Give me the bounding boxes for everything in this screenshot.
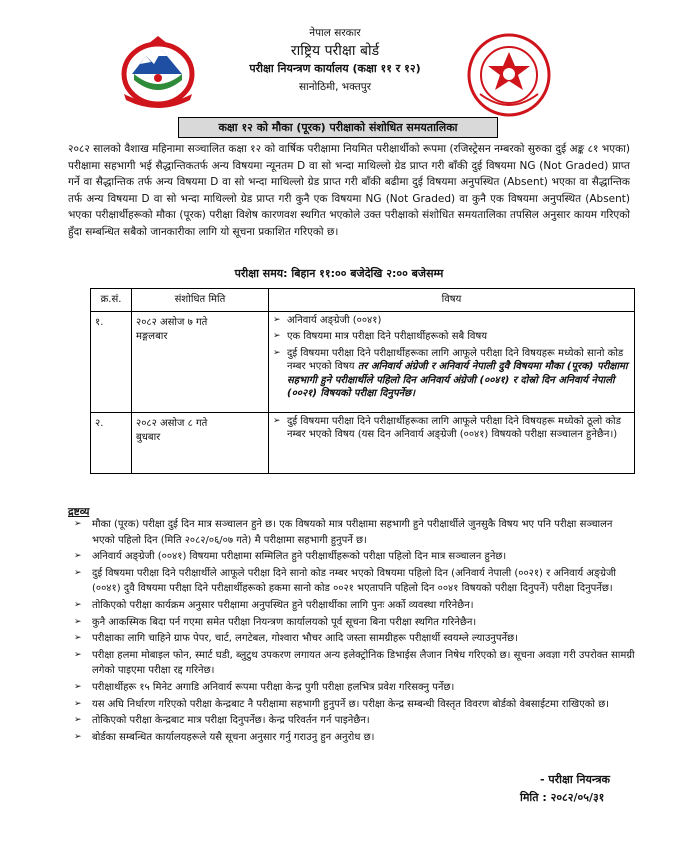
- signature-role: - परीक्षा नियन्त्रक: [540, 773, 610, 786]
- list-item: [68, 713, 638, 729]
- arrow-bullet-icon: ➢: [74, 567, 82, 578]
- arrow-bullet-icon: ➢: [273, 315, 281, 325]
- note-text: परीक्षार्थीहरू १५ मिनेट अगाडि अनिवार्य रूपमा परीक्षा केन्द्र पुगी परीक्षा हलभित्र प्रवेश गरिसक्नु पर्नेछ।: [92, 681, 455, 693]
- list-item: [68, 566, 638, 597]
- arrow-bullet-icon: ➢: [74, 698, 82, 709]
- intro-paragraph: २०८२ सालको वैशाख महिनामा सञ्चालित कक्षा १२ को वार्षिक परीक्षामा नियमित परीक्षार्थीको रूपमा (रजिस्ट्रेसन नम्बरको सुरुका दुई अङ्क ८१ भएका) परीक्षामा सहभागी भई सैद्धान्तिकतर्फ अन्य विषयमा न्यूनतम D वा सो भन्दा माथिल्लो ग्रेड प्राप्त गरी बाँकी दुई विषयमा NG (Not Graded) प्राप्त गर्ने वा सैद्धान्तिक तर्फ अन्य विषयमा D वा सो भन्दा माथिल्लो ग्रेड प्राप्त गरी बाँकी बढीमा दुई विषयमा अनुपस्थित (Absent) भएका वा सैद्धान्तिक तर्फ अन्य विषयमा D वा सो भन्दा माथिल्लो ग्रेड प्राप्त गरी कुनै एक विषयमा NG (Not Graded) वा कुनै एक विषयमा अनुपस्थित (Absent) भएका परीक्षार्थीहरूको मौका (पूरक) परीक्षा विशेष कारणवश स्थगित भएकोले उक्त परीक्षाको संशोधित समयतालिका तपसिल अनुसार कायम गरिएको हुँदा सम्बन्धित सबैको जानकारीका लागि यो सूचना प्रकाशित गरिएको छ।: [68, 143, 630, 238]
- row-subjects: [269, 413, 635, 474]
- list-item: [68, 517, 638, 548]
- arrow-bullet-icon: ➢: [74, 731, 82, 742]
- header-text: [200, 24, 470, 96]
- exam-time: परीक्षा समय: बिहान ११:०० बजेदेखि २:०० बजेसम्म: [234, 267, 444, 280]
- note-text: परीक्षा हलमा मोबाइल फोन, स्मार्ट घडी, ब्लुटुथ उपकरण लगायत अन्य इलेक्ट्रोनिक डिभाईस लैजान निषेध गरिएको छ। सूचना अवज्ञा गरी उपरोक्त सामग्री लगेको पाइएमा परीक्षा रद्द गरिनेछ।: [92, 649, 635, 677]
- schedule-table: [90, 288, 635, 474]
- arrow-bullet-icon: ➢: [74, 633, 82, 644]
- note-text: दुई विषयमा परीक्षा दिने परीक्षार्थीले आफूले परीक्षा दिने सानो कोड नम्बर भएको विषयमा पहिलो दिन (अनिवार्य नेपाली (००२१) र अनिवार्य अङ्ग्रेजी (००४१) दुवै विषयमा परीक्षा दिने परीक्षार्थीहरूको हकमा सानो कोड ००२१ भएतापनि पहिलो दिन ००४१ विषयको परीक्षा दिनुपर्ने) परीक्षा दिनुपर्नेछ।: [92, 567, 616, 595]
- list-item: [68, 615, 638, 631]
- notes-heading: द्रष्टव्य: [68, 506, 90, 518]
- arrow-bullet-icon: ➢: [74, 616, 82, 627]
- arrow-bullet-icon: ➢: [273, 331, 281, 342]
- list-item: [68, 680, 638, 696]
- arrow-bullet-icon: ➢: [74, 599, 82, 610]
- note-text: कुनै आकस्मिक बिदा पर्न गएमा समेत परीक्षा नियन्त्रण कार्यालयको पूर्व सूचना बिना परीक्षा स्थगित गरिनेछैन।: [92, 616, 477, 628]
- arrow-bullet-icon: ➢: [74, 551, 82, 562]
- note-text: यस अघि निर्धारण गरिएको परीक्षा केन्द्रबाट नै परीक्षामा सहभागी हुनुपर्ने छ। परीक्षा केन्द्र सम्बन्धी विस्तृत विवरण बोर्डको वेबसाईटमा राखिएको छ।: [92, 698, 609, 710]
- arrow-bullet-icon: ➢: [74, 715, 82, 726]
- table-row: [91, 312, 635, 413]
- list-item: [68, 648, 638, 679]
- row-day: मङ्गलबार: [136, 331, 168, 342]
- row-date: २०८२ असोज ८ गते: [136, 418, 208, 429]
- notice-title: कक्षा १२ को मौका (पूरक) परीक्षाको संशोधित समयतालिका: [178, 117, 498, 138]
- arrow-bullet-icon: ➢: [273, 347, 281, 358]
- note-text: बोर्डका सम्बन्धित कार्यालयहरूले यसै सूचना अनुसार गर्नु गराउनु हुन अनुरोध छ।: [92, 731, 375, 743]
- signature-date: मिति : २०८२/०५/३१: [520, 791, 605, 804]
- office-name: परीक्षा नियन्त्रण कार्यालय (कक्षा ११ र १२): [249, 62, 421, 75]
- arrow-bullet-icon: ➢: [74, 681, 82, 692]
- subject-text: दुई विषयमा परीक्षा दिने परीक्षार्थीहरूका लागि आफूले परीक्षा दिने विषयहरू मध्येको सानो कोड नम्बर भएको विषय: [287, 347, 624, 373]
- list-item: [68, 697, 638, 713]
- note-text: अनिवार्य अङ्ग्रेजी (००४१) विषयमा परीक्षामा सम्मिलित हुने परीक्षार्थीहरूको परीक्षा पहिलो दिन मात्र सञ्चालन हुनेछ।: [92, 551, 507, 563]
- row-sn: १.: [91, 312, 132, 413]
- column-header-subject: विषय: [269, 289, 635, 312]
- subject-emphasis: तर अनिवार्य अंग्रेजी र अनिवार्य नेपाली दुवै विषयमा मौका (पूरक) परीक्षामा सहभागी हुने परीक्षार्थीले पहिलो दिन अनिवार्य अंग्रेजी (००४१) र दोस्रो दिन अनिवार्य नेपाली (००२१) विषयको परीक्षा दिनुपर्नेछ।: [287, 361, 628, 400]
- arrow-bullet-icon: ➢: [74, 649, 82, 660]
- row-day: बुधबार: [136, 432, 161, 443]
- row-sn: २.: [91, 413, 132, 474]
- subject-text: एक विषयमा मात्र परीक्षा दिने परीक्षार्थीहरूको सबै विषय: [287, 331, 488, 343]
- office-address: सानोठिमी, भक्तपुर: [298, 81, 372, 93]
- row-date-cell: [132, 312, 269, 413]
- notes-list: [68, 517, 638, 746]
- list-item: [273, 330, 630, 343]
- government-name: नेपाल सरकार: [309, 27, 361, 39]
- column-header-date: संशोधित मिति: [132, 289, 269, 312]
- exam-board-seal-icon: [466, 32, 552, 118]
- table-header-row: [91, 289, 635, 312]
- table-row: [91, 413, 635, 474]
- board-name: राष्ट्रिय परीक्षा बोर्ड: [290, 43, 380, 59]
- note-text: मौका (पूरक) परीक्षा दुई दिन मात्र सञ्चालन हुने छ। एक विषयको मात्र परीक्षामा सहभागी हुने परीक्षार्थीले जुनसुकै विषय भए पनि परीक्षा सञ्चालन भएको पहिलो दिन (मिति २०८२/०६/०७ गते) मै परीक्षामा सहभागी हुनुपर्ने छ।: [92, 519, 613, 546]
- list-item: [68, 598, 638, 614]
- nepal-emblem-icon: [118, 34, 198, 110]
- list-item: [273, 314, 630, 327]
- subject-text: दुई विषयमा परीक्षा दिने परीक्षार्थीहरूका लागि आफूले परीक्षा दिने विषयहरू मध्येको ठूलो कोड नम्बर भएको विषय (यस दिन अनिवार्य अङ्ग्रेजी (००४१) विषयको परीक्षा सञ्चालन हुनेछैन।): [287, 416, 621, 441]
- note-text: तोकिएको परीक्षा कार्यक्रम अनुसार परीक्षामा अनुपस्थित हुने परीक्षार्थीका लागि पुनः अर्को व्यवस्था गरिनेछैन।: [92, 599, 474, 611]
- note-text: तोकिएको परीक्षा केन्द्रबाट मात्र परीक्षा दिनुपर्नेछ। केन्द्र परिवर्तन गर्न पाइनेछैन।: [92, 715, 370, 727]
- arrow-bullet-icon: ➢: [74, 519, 82, 529]
- column-header-sn: क्र.सं.: [91, 289, 132, 312]
- row-subjects: [269, 312, 635, 413]
- note-text: परीक्षाका लागि चाहिने ग्राफ पेपर, चार्ट, लगटेबल, गोश्वारा भौचर आदि जस्ता सामग्रीहरू परीक्षार्थी स्वयम्ले ल्याउनुपर्नेछ।: [92, 633, 518, 645]
- list-item: [68, 549, 638, 565]
- header: [0, 10, 678, 110]
- subject-text: अनिवार्य अङ्ग्रेजी (००४१): [287, 315, 382, 326]
- list-item: [68, 631, 638, 647]
- row-date: २०८२ असोज ७ गते: [136, 317, 208, 328]
- arrow-bullet-icon: ➢: [273, 416, 281, 426]
- row-date-cell: [132, 413, 269, 474]
- list-item: [68, 730, 638, 746]
- list-item: [273, 415, 630, 442]
- list-item: [273, 347, 630, 401]
